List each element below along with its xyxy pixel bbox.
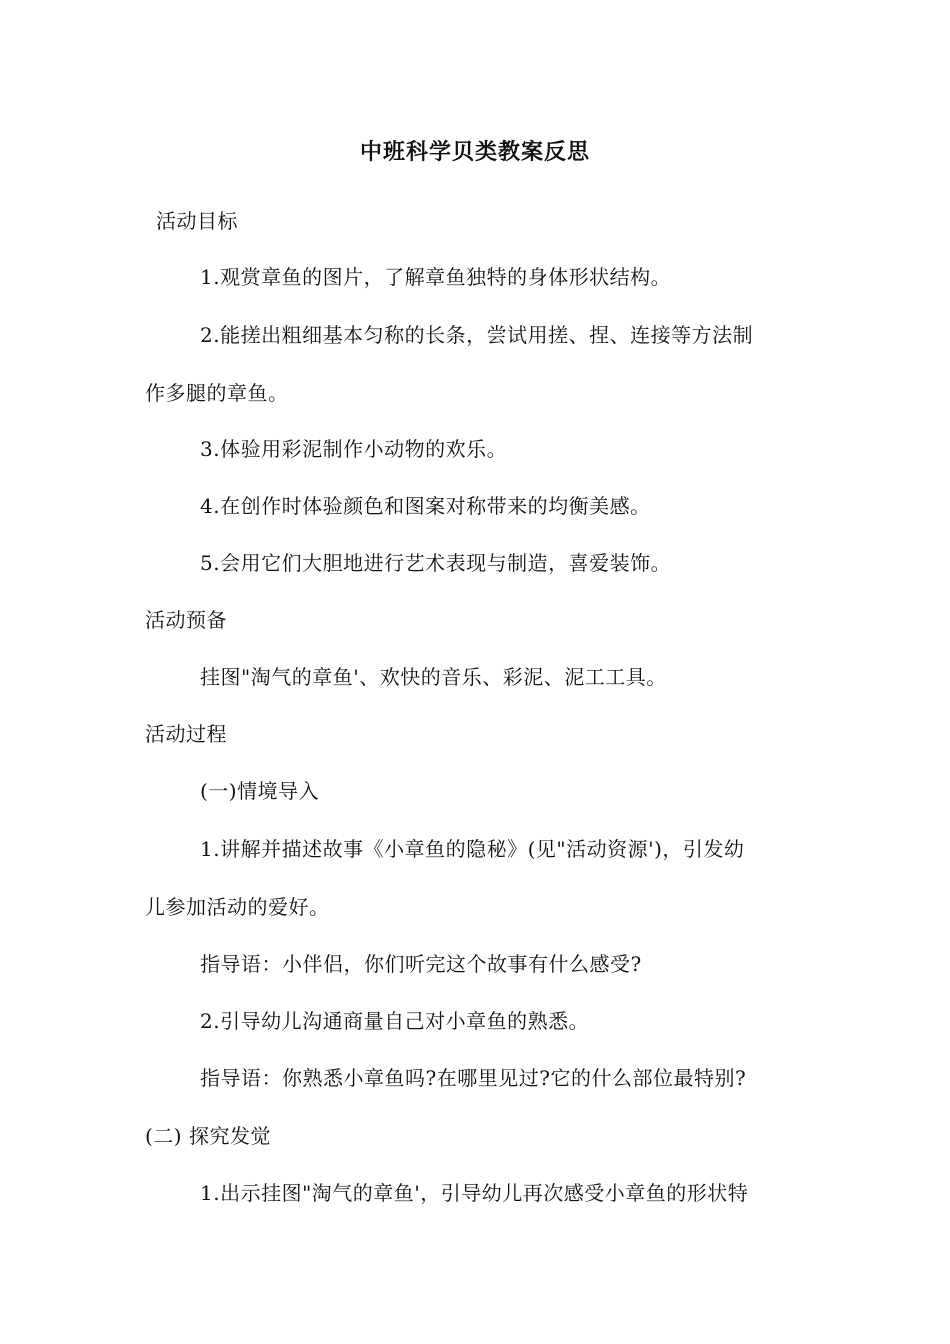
paragraph-line: 2.能搓出粗细基本匀称的长条，尝试用搓、捏、连接等方法制 [200, 323, 754, 347]
paragraph-line: 1.观赏章鱼的图片，了解章鱼独特的身体形状结构。 [200, 265, 672, 289]
paragraph-line: 2.引导幼儿沟通商量自己对小章鱼的熟悉。 [200, 1009, 590, 1033]
paragraph-line: 挂图"淘气的章鱼'、欢快的音乐、彩泥、泥工工具。 [200, 665, 667, 689]
section-heading-preparation: 活动预备 [145, 608, 227, 632]
paragraph-line: 5.会用它们大胆地进行艺术表现与制造，喜爱装饰。 [200, 551, 672, 575]
paragraph-line: 指导语：你熟悉小章鱼吗?在哪里见过?它的什么部位最特别? [200, 1066, 747, 1090]
section-heading-goals: 活动目标 [156, 209, 238, 233]
section-heading-process: 活动过程 [145, 722, 227, 746]
document-title: 中班科学贝类教案反思 [359, 139, 590, 165]
paragraph-line: 3.体验用彩泥制作小动物的欢乐。 [200, 437, 508, 461]
subsection-heading: (一)情境导入 [200, 779, 320, 803]
paragraph-line: 4.在创作时体验颜色和图案对称带来的均衡美感。 [200, 494, 651, 518]
paragraph-line: 作多腿的章鱼。 [145, 381, 289, 405]
paragraph-line: 1.出示挂图"淘气的章鱼'，引导幼儿再次感受小章鱼的形状特 [200, 1181, 749, 1205]
paragraph-line: 指导语：小伴侣，你们听完这个故事有什么感受? [200, 952, 642, 976]
paragraph-line: 儿参加活动的爱好。 [145, 895, 330, 919]
subsection-heading: (二) 探究发觉 [145, 1124, 271, 1148]
paragraph-line: 1.讲解并描述故事《小章鱼的隐秘》(见"活动资源')，引发幼 [200, 837, 745, 861]
